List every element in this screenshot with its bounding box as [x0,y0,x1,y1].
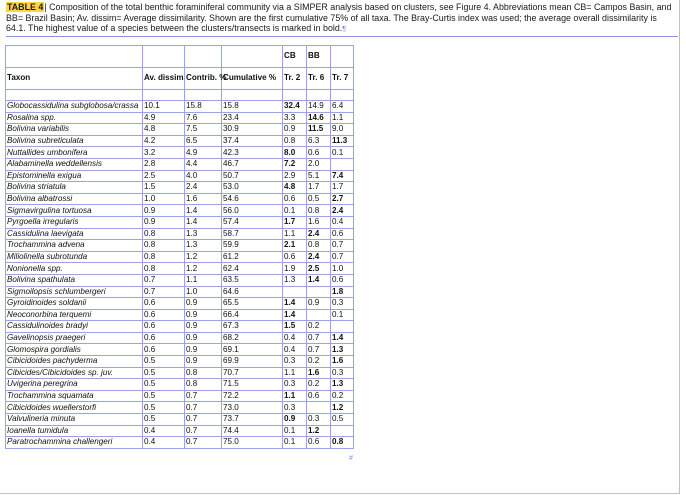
tr2-cell: 4.8 [283,182,307,194]
tr6-cell: 0.2 [307,356,331,368]
cumulative-cell: 69.9 [222,356,283,368]
taxon-cell: Gyroidinoides soldanii [6,298,143,310]
tr2-cell: 1.1 [283,367,307,379]
taxon-cell: Alabaminella weddellensis [6,158,143,170]
contrib-cell: 1.1 [185,274,222,286]
table-row [6,251,354,263]
tr7-cell: 2.4 [331,205,354,217]
contrib-cell: 7.5 [185,124,222,136]
taxon-cell: Miliolinella subrotunda [6,251,143,263]
av-dissim-cell: 0.5 [143,390,185,402]
contrib-cell: 1.4 [185,216,222,228]
tr6-cell: 0.8 [307,240,331,252]
table-row [6,414,354,426]
tr2-cell: 1.5 [283,321,307,333]
av-dissim-cell: 0.4 [143,437,185,449]
tr7-cell: 0.7 [331,251,354,263]
cumulative-cell: 46.7 [222,158,283,170]
tr6-cell: 14.9 [307,101,331,113]
tr7-cell: 1.6 [331,356,354,368]
tr2-cell: 0.9 [283,124,307,136]
av-dissim-cell: 0.6 [143,344,185,356]
cumulative-cell: 15.8 [222,101,283,113]
table-row [6,205,354,217]
tr7-cell: 0.1 [331,147,354,159]
tr7-cell: 0.6 [331,228,354,240]
contrib-cell: 0.9 [185,332,222,344]
header-taxon: Taxon [6,68,143,90]
tr2-cell: 2.1 [283,240,307,252]
av-dissim-cell: 0.6 [143,298,185,310]
taxon-cell: Gavelinopsis praegeri [6,332,143,344]
table-row [6,344,354,356]
header-tr2: Tr. 2 [283,68,307,90]
simper-table [5,45,354,449]
contrib-cell: 15.8 [185,101,222,113]
tr6-cell: 1.6 [307,216,331,228]
av-dissim-cell: 0.9 [143,205,185,217]
group-header-cell [331,46,354,68]
table-row [6,390,354,402]
tr7-cell: 1.8 [331,286,354,298]
header-tr7: Tr. 7 [331,68,354,90]
table-row [6,240,354,252]
taxon-cell: Nuttallides umbonifera [6,147,143,159]
tr2-cell: 32.4 [283,101,307,113]
tr2-cell: 0.4 [283,344,307,356]
tr6-cell: 1.4 [307,274,331,286]
contrib-cell: 4.0 [185,170,222,182]
cumulative-cell: 57.4 [222,216,283,228]
taxon-cell: Epistominella exigua [6,170,143,182]
taxon-cell: Sigmavirgulina tortuosa [6,205,143,217]
table-row [6,321,354,333]
tr2-cell: 8.0 [283,147,307,159]
table-row [6,298,354,310]
av-dissim-cell: 3.2 [143,147,185,159]
av-dissim-cell: 2.5 [143,170,185,182]
av-dissim-cell: 1.5 [143,182,185,194]
tr6-cell: 0.9 [307,298,331,310]
table-end-mark: # [349,455,353,462]
cumulative-cell: 64.6 [222,286,283,298]
taxon-cell: Uvigerina peregrina [6,379,143,391]
table-row [6,437,354,449]
table-row [6,356,354,368]
tr7-cell: 1.3 [331,344,354,356]
tr7-cell: 0.6 [331,274,354,286]
contrib-cell: 0.7 [185,402,222,414]
header-cumulative: Cumulative % [222,68,283,90]
spacer-row [6,90,354,101]
tr6-cell: 0.6 [307,147,331,159]
cumulative-cell: 54.6 [222,193,283,205]
taxon-cell: Paratrochammina challengeri [6,437,143,449]
cumulative-cell: 73.0 [222,402,283,414]
taxon-cell: Pyrgoella irregularis [6,216,143,228]
table-row [6,193,354,205]
tr7-cell: 9.0 [331,124,354,136]
tr2-cell: 1.1 [283,390,307,402]
header-contrib: Contrib. % [185,68,222,90]
taxon-cell: Cassidulina laevigata [6,228,143,240]
table-label: TABLE 4 [7,2,44,12]
av-dissim-cell: 0.4 [143,425,185,437]
tr2-cell [283,286,307,298]
group-header-bb: BB [307,46,331,68]
tr2-cell: 1.3 [283,274,307,286]
tr6-cell: 0.3 [307,414,331,426]
av-dissim-cell: 1.0 [143,193,185,205]
tr2-cell: 3.3 [283,112,307,124]
av-dissim-cell: 4.2 [143,135,185,147]
taxon-cell: Glomospira gordialis [6,344,143,356]
taxon-cell: Ioanella tumidula [6,425,143,437]
av-dissim-cell: 0.5 [143,356,185,368]
table-row [6,124,354,136]
cumulative-cell: 59.9 [222,240,283,252]
av-dissim-cell: 0.6 [143,332,185,344]
group-header-row [6,46,354,68]
tr7-cell: 2.7 [331,193,354,205]
contrib-cell: 4.9 [185,147,222,159]
contrib-cell: 2.4 [185,182,222,194]
tr2-cell: 0.8 [283,135,307,147]
tr7-cell: 0.3 [331,298,354,310]
contrib-cell: 4.4 [185,158,222,170]
cumulative-cell: 61.2 [222,251,283,263]
cumulative-cell: 62.4 [222,263,283,275]
tr6-cell [307,286,331,298]
cumulative-cell: 72.2 [222,390,283,402]
tr6-cell: 0.7 [307,344,331,356]
contrib-cell: 0.9 [185,321,222,333]
tr6-cell: 5.1 [307,170,331,182]
group-header-cell [6,46,143,68]
av-dissim-cell: 0.5 [143,402,185,414]
tr7-cell: 11.3 [331,135,354,147]
tr6-cell: 1.6 [307,367,331,379]
tr2-cell: 0.4 [283,332,307,344]
cumulative-cell: 56.0 [222,205,283,217]
av-dissim-cell: 0.6 [143,321,185,333]
tr7-cell: 1.4 [331,332,354,344]
tr7-cell: 6.4 [331,101,354,113]
cumulative-cell: 74.4 [222,425,283,437]
cumulative-cell: 58.7 [222,228,283,240]
tr6-cell [307,402,331,414]
contrib-cell: 0.9 [185,356,222,368]
table-row [6,147,354,159]
tr2-cell: 0.6 [283,251,307,263]
tr7-cell: 0.8 [331,437,354,449]
taxon-cell: Trochammina advena [6,240,143,252]
tr7-cell: 0.2 [331,390,354,402]
contrib-cell: 0.7 [185,390,222,402]
tr7-cell: 7.4 [331,170,354,182]
column-header-row [6,68,354,90]
table-container [5,45,353,455]
tr6-cell: 1.2 [307,425,331,437]
tr2-cell: 7.2 [283,158,307,170]
table-row [6,274,354,286]
table-row [6,309,354,321]
tr2-cell: 0.1 [283,205,307,217]
cumulative-cell: 42.3 [222,147,283,159]
contrib-cell: 0.8 [185,379,222,391]
tr6-cell: 0.6 [307,437,331,449]
tr2-cell: 0.3 [283,402,307,414]
table-row [6,135,354,147]
contrib-cell: 0.9 [185,344,222,356]
taxon-cell: Trochammina squamata [6,390,143,402]
table-row [6,286,354,298]
taxon-cell: Bolivina spathulata [6,274,143,286]
tr2-cell: 0.3 [283,379,307,391]
tr7-cell: 1.1 [331,112,354,124]
tr2-cell: 1.4 [283,298,307,310]
av-dissim-cell: 0.5 [143,414,185,426]
tr2-cell: 0.3 [283,356,307,368]
cumulative-cell: 37.4 [222,135,283,147]
av-dissim-cell: 0.5 [143,379,185,391]
tr6-cell: 11.5 [307,124,331,136]
taxon-cell: Bolivina albatrossi [6,193,143,205]
tr6-cell: 0.2 [307,321,331,333]
taxon-cell: Bolivina striatula [6,182,143,194]
tr2-cell: 1.7 [283,216,307,228]
contrib-cell: 6.5 [185,135,222,147]
table-row [6,402,354,414]
av-dissim-cell: 4.8 [143,124,185,136]
cumulative-cell: 23.4 [222,112,283,124]
group-header-cb: CB [283,46,307,68]
contrib-cell: 1.3 [185,228,222,240]
cumulative-cell: 70.7 [222,367,283,379]
table-row [6,367,354,379]
tr6-cell: 6.3 [307,135,331,147]
tr6-cell: 1.7 [307,182,331,194]
contrib-cell: 0.9 [185,309,222,321]
group-header-cell [185,46,222,68]
tr7-cell: 0.3 [331,367,354,379]
av-dissim-cell: 0.8 [143,228,185,240]
av-dissim-cell: 0.8 [143,240,185,252]
contrib-cell: 0.7 [185,414,222,426]
taxon-cell: Bolivina variabilis [6,124,143,136]
tr7-cell [331,158,354,170]
contrib-cell: 0.7 [185,425,222,437]
tr6-cell: 2.4 [307,228,331,240]
cumulative-cell: 75.0 [222,437,283,449]
tr6-cell: 2.5 [307,263,331,275]
contrib-cell: 1.3 [185,240,222,252]
av-dissim-cell: 0.6 [143,309,185,321]
tr6-cell: 2.0 [307,158,331,170]
av-dissim-cell: 0.8 [143,263,185,275]
taxon-cell: Valvulineria minuta [6,414,143,426]
contrib-cell: 1.6 [185,193,222,205]
cumulative-cell: 50.7 [222,170,283,182]
tr6-cell: 0.5 [307,193,331,205]
cumulative-cell: 65.5 [222,298,283,310]
contrib-cell: 1.2 [185,251,222,263]
cumulative-cell: 53.0 [222,182,283,194]
header-tr6: Tr. 6 [307,68,331,90]
table-caption [6,2,678,37]
taxon-cell: Nonionella spp. [6,263,143,275]
table-row [6,379,354,391]
contrib-cell: 0.8 [185,367,222,379]
table-row [6,332,354,344]
cumulative-cell: 67.3 [222,321,283,333]
taxon-cell: Rosalina spp. [6,112,143,124]
tr6-cell: 0.8 [307,205,331,217]
group-header-cell [222,46,283,68]
tr6-cell: 0.6 [307,390,331,402]
tr7-cell: 0.4 [331,216,354,228]
taxon-cell: Sigmoilopsis schlumbergeri [6,286,143,298]
tr7-cell [331,425,354,437]
tr6-cell: 2.4 [307,251,331,263]
tr2-cell: 0.6 [283,193,307,205]
table-row [6,263,354,275]
cumulative-cell: 68.2 [222,332,283,344]
tr7-cell: 1.2 [331,402,354,414]
table-row [6,170,354,182]
taxon-cell: Cibicides/Cibicidoides sp. juv. [6,367,143,379]
contrib-cell: 0.7 [185,437,222,449]
table-row [6,425,354,437]
taxon-cell: Bolivina subreticulata [6,135,143,147]
taxon-cell: Cibicidoides wuellerstorfi [6,402,143,414]
group-header-cell [143,46,185,68]
header-av-dissim: Av. dissim [143,68,185,90]
cumulative-cell: 71.5 [222,379,283,391]
contrib-cell: 0.9 [185,298,222,310]
tr6-cell: 0.7 [307,332,331,344]
tr2-cell: 1.4 [283,309,307,321]
av-dissim-cell: 10.1 [143,101,185,113]
av-dissim-cell: 0.7 [143,274,185,286]
tr7-cell: 1.0 [331,263,354,275]
caption-text: | Composition of the total benthic foraminiferal community via a SIMPER analysis based on clusters, see Figure 4. Abbreviations mean CB= Campos Basin, and BB= Brazil Basin; Av. dissim= Average dissimilarity. Shown are the first cumulative 75% of all taxa. The Bray-Curtis index was used; the average overall dissimilarity is 64.1. The highest value of a species between the clusters/transects is marked in bold. [6,2,672,34]
cumulative-cell: 69.1 [222,344,283,356]
table-row [6,182,354,194]
taxon-cell: Cibicidoides pachyderma [6,356,143,368]
taxon-cell: Globocassidulina subglobosa/crassa [6,101,143,113]
av-dissim-cell: 0.8 [143,251,185,263]
tr6-cell [307,309,331,321]
tr7-cell: 0.7 [331,240,354,252]
contrib-cell: 7.6 [185,112,222,124]
table-row [6,216,354,228]
tr2-cell: 0.1 [283,437,307,449]
paragraph-mark-icon: ¶ [342,26,347,34]
av-dissim-cell: 0.5 [143,367,185,379]
table-row [6,228,354,240]
contrib-cell: 1.4 [185,205,222,217]
tr6-cell: 14.6 [307,112,331,124]
av-dissim-cell: 0.7 [143,286,185,298]
cumulative-cell: 66.4 [222,309,283,321]
av-dissim-cell: 2.8 [143,158,185,170]
table-row [6,101,354,113]
tr2-cell: 1.1 [283,228,307,240]
cumulative-cell: 30.9 [222,124,283,136]
contrib-cell: 1.0 [185,286,222,298]
tr7-cell: 0.5 [331,414,354,426]
tr2-cell: 0.9 [283,414,307,426]
tr2-cell: 1.9 [283,263,307,275]
table-row [6,112,354,124]
cumulative-cell: 73.7 [222,414,283,426]
tr7-cell: 0.1 [331,309,354,321]
tr2-cell: 2.9 [283,170,307,182]
av-dissim-cell: 4.9 [143,112,185,124]
tr7-cell: 1.3 [331,379,354,391]
tr7-cell [331,321,354,333]
tr7-cell: 1.7 [331,182,354,194]
cumulative-cell: 63.5 [222,274,283,286]
taxon-cell: Neoconorbina terquemi [6,309,143,321]
av-dissim-cell: 0.9 [143,216,185,228]
tr6-cell: 0.2 [307,379,331,391]
contrib-cell: 1.2 [185,263,222,275]
taxon-cell: Cassidulinoides bradyi [6,321,143,333]
tr2-cell: 0.1 [283,425,307,437]
table-row [6,158,354,170]
